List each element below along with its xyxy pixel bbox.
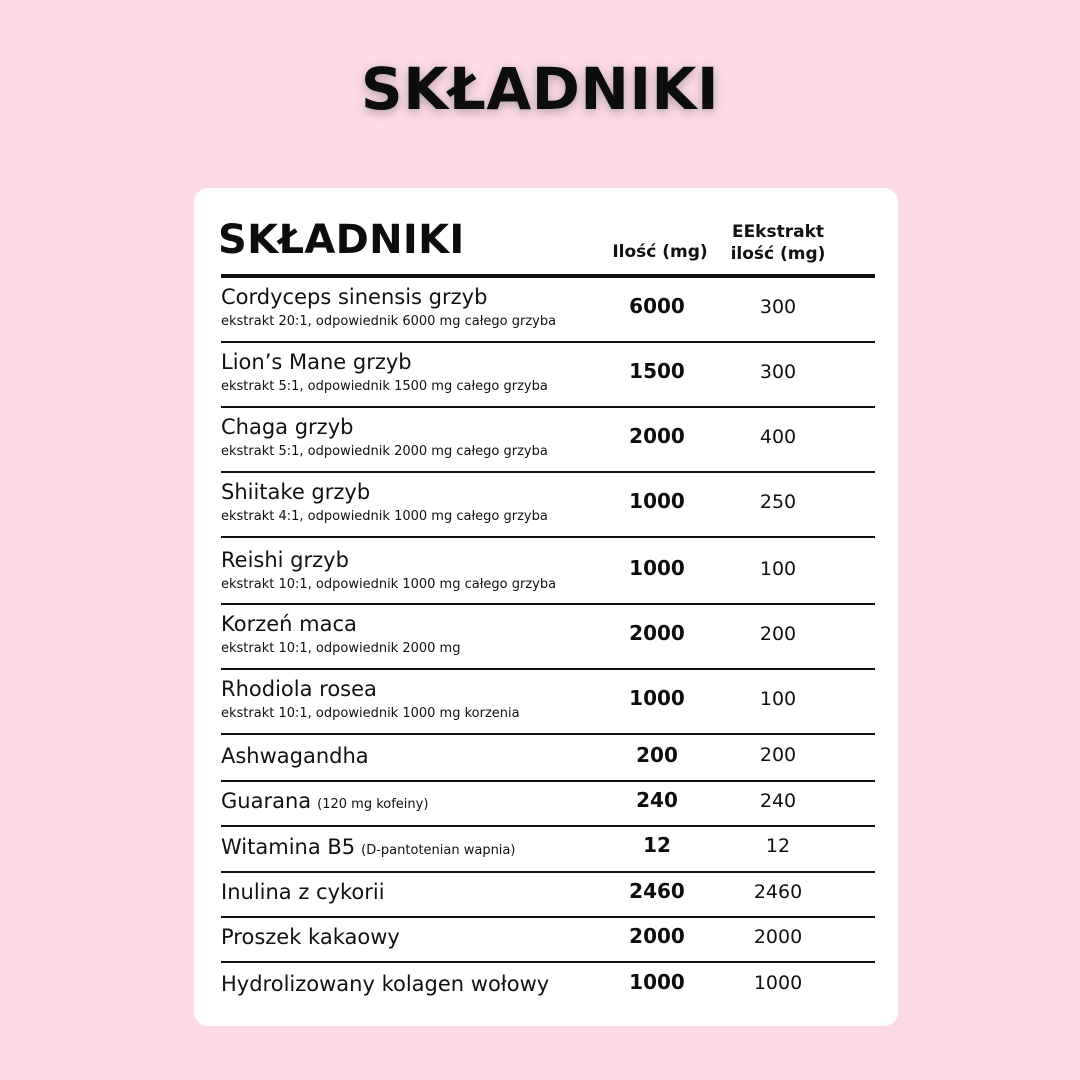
ingredient-inline-note: (120 mg kofeiny) [317, 797, 429, 812]
table-row [221, 827, 875, 873]
ingredient-name: Shiitake grzyb [221, 480, 371, 504]
ingredient-inline-note: (D-pantotenian wapnia) [361, 843, 516, 858]
column-header-amount: Ilość (mg) [612, 242, 708, 262]
table-row [221, 605, 875, 670]
ingredient-name: Guarana [221, 789, 312, 813]
ingredient-name: Rhodiola rosea [221, 677, 377, 701]
ingredient-name: Ashwagandha [221, 744, 369, 768]
ingredient-note: ekstrakt 5:1, odpowiednik 1500 mg całego grzyba [221, 379, 548, 394]
ingredient-note: ekstrakt 10:1, odpowiednik 1000 mg korzenia [221, 706, 520, 721]
ingredient-extract: 240 [759, 790, 797, 812]
ingredient-name: Hydrolizowany kolagen wołowy [221, 972, 550, 996]
table-row [221, 963, 875, 1013]
table-row [221, 670, 875, 735]
table-row [221, 278, 875, 343]
ingredient-amount: 200 [636, 743, 678, 767]
ingredient-extract: 2000 [753, 926, 803, 948]
ingredient-extract: 1000 [753, 972, 803, 994]
ingredient-note: ekstrakt 10:1, odpowiednik 1000 mg całego grzyba [221, 577, 557, 592]
ingredient-extract: 300 [759, 361, 797, 383]
ingredient-extract: 12 [765, 835, 791, 857]
ingredient-note: ekstrakt 20:1, odpowiednik 6000 mg całego grzyba [221, 314, 557, 329]
table-row [221, 343, 875, 408]
ingredient-amount: 2460 [629, 879, 685, 903]
ingredient-extract: 200 [759, 744, 797, 766]
ingredient-amount: 2000 [629, 424, 685, 448]
ingredient-amount: 1000 [629, 556, 685, 580]
ingredient-extract: 100 [759, 558, 797, 580]
ingredients-card [194, 188, 898, 1026]
table-row [221, 873, 875, 918]
ingredient-name: Reishi grzyb [221, 548, 349, 572]
table-row [221, 735, 875, 782]
ingredient-extract: 300 [759, 296, 797, 318]
ingredient-amount: 6000 [629, 294, 685, 318]
ingredient-amount: 2000 [629, 924, 685, 948]
ingredient-extract: 200 [759, 623, 797, 645]
ingredient-name: Witamina B5 [221, 835, 356, 859]
ingredient-extract: 2460 [753, 881, 803, 903]
ingredient-name: Cordyceps sinensis grzyb [221, 285, 488, 309]
ingredient-amount: 1000 [629, 489, 685, 513]
ingredient-name-group [221, 835, 515, 859]
table-row [221, 918, 875, 963]
ingredient-amount: 1500 [629, 359, 685, 383]
table-row [221, 408, 875, 473]
ingredient-amount: 1000 [629, 970, 685, 994]
table-title: SKŁADNIKI [218, 217, 465, 263]
ingredient-amount: 2000 [629, 621, 685, 645]
ingredient-name: Chaga grzyb [221, 415, 354, 439]
ingredient-name: Proszek kakaowy [221, 925, 400, 949]
table-row [221, 538, 875, 605]
ingredient-name-group [221, 789, 428, 813]
ingredient-amount: 1000 [629, 686, 685, 710]
ingredient-extract: 400 [759, 426, 797, 448]
ingredient-note: ekstrakt 5:1, odpowiednik 2000 mg całego grzyba [221, 444, 548, 459]
column-header-extract-line1: EEkstrakt [731, 222, 825, 242]
column-header-extract [723, 221, 833, 265]
ingredient-amount: 240 [636, 788, 678, 812]
ingredient-note: ekstrakt 10:1, odpowiednik 2000 mg [221, 641, 461, 656]
table-row [221, 782, 875, 827]
table-row [221, 473, 875, 538]
ingredient-note: ekstrakt 4:1, odpowiednik 1000 mg całego grzyba [221, 509, 548, 524]
ingredient-extract: 250 [759, 491, 797, 513]
ingredient-name: Lion’s Mane grzyb [221, 350, 412, 374]
ingredient-name: Korzeń maca [221, 612, 357, 636]
table-header [218, 188, 875, 280]
ingredient-extract: 100 [759, 688, 797, 710]
ingredient-name: Inulina z cykorii [221, 880, 385, 904]
column-header-extract-line2: ilość (mg) [730, 244, 826, 264]
ingredient-amount: 12 [643, 833, 671, 857]
page-title: SKŁADNIKI [360, 55, 720, 123]
